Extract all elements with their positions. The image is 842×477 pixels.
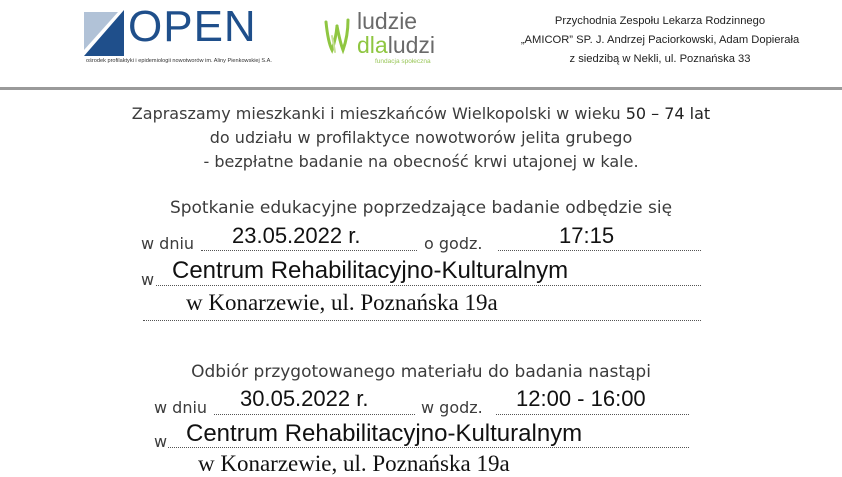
meeting-time-label: o godz. xyxy=(424,234,483,253)
ludzie-logo-word2-b: ludzi xyxy=(387,32,436,58)
age-range: 50 – 74 lat xyxy=(625,104,711,123)
meeting-place-dotline-2 xyxy=(143,320,701,321)
meeting-place-line1: Centrum Rehabilitacyjno-Kulturalnym xyxy=(172,257,569,284)
pickup-time-label: w godz. xyxy=(421,398,483,417)
meeting-time-value: 17:15 xyxy=(559,223,615,248)
intro-line-3: - bezpłatne badanie na obecność krwi utajonej w kale. xyxy=(203,152,639,171)
ludzie-logo-icon xyxy=(322,16,352,56)
pickup-heading: Odbiór przygotowanego materiału do badania nastąpi xyxy=(191,362,651,382)
clinic-company: „AMICOR” SP. J. Andrzej Paciorkowski, Adam Dopierała xyxy=(520,34,800,46)
pickup-date-label: w dniu xyxy=(154,398,208,417)
open-logo-icon xyxy=(84,10,124,56)
clinic-address: z siedzibą w Nekli, ul. Poznańska 33 xyxy=(569,53,751,65)
meeting-place-label: w xyxy=(141,270,155,289)
pickup-time-value: 12:00 - 16:00 xyxy=(516,386,646,411)
open-logo-subtitle: ośrodek profilaktyki i epidemiologii nowotworów im. Aliny Pienkowskiej S.A. xyxy=(86,58,272,64)
pickup-place-line2: w Konarzewie, ul. Poznańska 19a xyxy=(198,451,510,476)
meeting-place-dotline-1 xyxy=(156,285,701,286)
meeting-time-dotline xyxy=(498,250,701,251)
meeting-place-line2: w Konarzewie, ul. Poznańska 19a xyxy=(186,290,498,315)
meeting-date-value: 23.05.2022 r. xyxy=(232,223,361,248)
intro-line-1 xyxy=(0,104,842,123)
intro-line-2: do udziału w profilaktyce nowotworów jelita grubego xyxy=(209,128,633,147)
intro-text: Zapraszamy mieszkanki i mieszkańców Wielkopolski w wieku xyxy=(131,104,626,123)
pickup-date-dotline xyxy=(214,414,415,415)
pickup-time-dotline xyxy=(496,414,689,415)
meeting-heading: Spotkanie edukacyjne poprzedzające badanie odbędzie się xyxy=(169,198,673,218)
ludzie-logo-word2-a: dla xyxy=(357,32,388,58)
meeting-date-dotline xyxy=(201,250,417,251)
ludzie-logo-word1: ludzie xyxy=(357,8,418,34)
ludzie-logo-word2 xyxy=(357,34,435,57)
open-logo-word: OPEN xyxy=(128,2,257,51)
pickup-place-line1: Centrum Rehabilitacyjno-Kulturalnym xyxy=(186,420,583,447)
ludzie-logo-subtitle: fundacja społeczna xyxy=(375,58,431,65)
pickup-date-value: 30.05.2022 r. xyxy=(240,386,369,411)
meeting-date-label: w dniu xyxy=(141,234,195,253)
header-divider xyxy=(0,87,842,90)
pickup-place-label: w xyxy=(154,432,168,451)
clinic-name: Przychodnia Zespołu Lekarza Rodzinnego xyxy=(554,15,766,27)
